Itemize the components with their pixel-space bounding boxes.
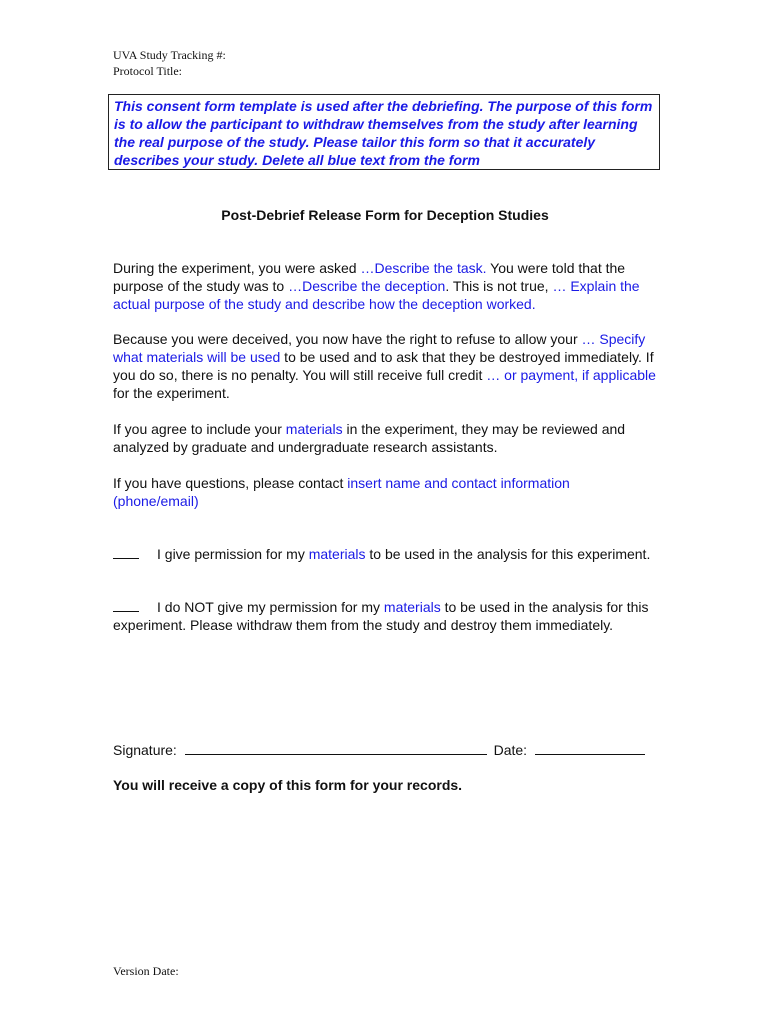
para2-payment-placeholder: … or payment, if applicable	[486, 367, 656, 383]
signature-field[interactable]	[185, 741, 487, 755]
copy-notice: You will receive a copy of this form for your records.	[113, 777, 463, 793]
document-header	[113, 47, 226, 79]
para1-text-e: . This is not true,	[445, 278, 553, 294]
date-field[interactable]	[535, 741, 645, 755]
instruction-note-text: This consent form template is used after the debriefing. The purpose of this form is to allow the participant to withdraw themselves from the study after learning the real purpose of the study. Please tailor this form so that it accurately describes your study. Delete all blue text from the form	[114, 98, 653, 168]
paragraph-review	[113, 420, 658, 456]
para1-text-a: During the experiment, you were asked	[113, 260, 361, 276]
option2-materials-placeholder: materials	[383, 599, 441, 615]
protocol-title-label: Protocol Title:	[113, 64, 183, 78]
para1-purpose-placeholder: … Explain the actual purpose of the study and describe how the deception worked.	[113, 278, 640, 312]
option2-text-a: I do NOT give my permission for my	[157, 599, 384, 615]
option-deny-permission	[113, 598, 658, 634]
version-date-label: Version Date:	[113, 964, 179, 978]
para2-text-e: for the experiment.	[113, 385, 230, 401]
para1-deception-placeholder: …Describe the deception	[288, 278, 446, 294]
para2-text-a: Because you were deceived, you now have the right to refuse to allow your	[113, 331, 582, 347]
option1-text-c: to be used in the analysis for this experiment.	[365, 546, 651, 562]
date-label: Date:	[493, 742, 528, 758]
para3-materials-placeholder: materials	[285, 421, 343, 437]
para1-task-placeholder: …Describe the task.	[360, 260, 487, 276]
signature-row	[113, 741, 645, 759]
instruction-note-box	[108, 94, 660, 170]
para3-text-a: If you agree to include your	[113, 421, 286, 437]
option1-materials-placeholder: materials	[308, 546, 366, 562]
tracking-number-label: UVA Study Tracking #:	[113, 48, 226, 62]
form-title: Post-Debrief Release Form for Deception Studies	[221, 207, 549, 223]
paragraph-right-to-refuse	[113, 330, 658, 402]
option1-text-a: I give permission for my	[157, 546, 309, 562]
paragraph-deception-explanation	[113, 259, 658, 313]
paragraph-contact	[113, 474, 658, 510]
para2-text-c: to be used and to ask that they be destroyed immediately. If you do so, there is no penalty. You will still receive full credit	[113, 349, 654, 383]
para1-text-c: You were told that the purpose of the study was to	[113, 260, 626, 294]
option2-text-c: to be used in the analysis for this experiment. Please withdraw them from the study and destroy them immediately.	[113, 599, 649, 633]
give-permission-blank[interactable]	[113, 545, 139, 559]
signature-label: Signature:	[113, 742, 177, 758]
para2-materials-placeholder: … Specify what materials will be used	[113, 331, 646, 365]
deny-permission-blank[interactable]	[113, 598, 139, 612]
para3-text-c: in the experiment, they may be reviewed and analyzed by graduate and undergraduate research assistants.	[113, 421, 626, 455]
para4-contact-placeholder: insert name and contact information (phone/email)	[113, 475, 570, 509]
option-give-permission	[113, 545, 658, 563]
para4-text-a: If you have questions, please contact	[113, 475, 348, 491]
